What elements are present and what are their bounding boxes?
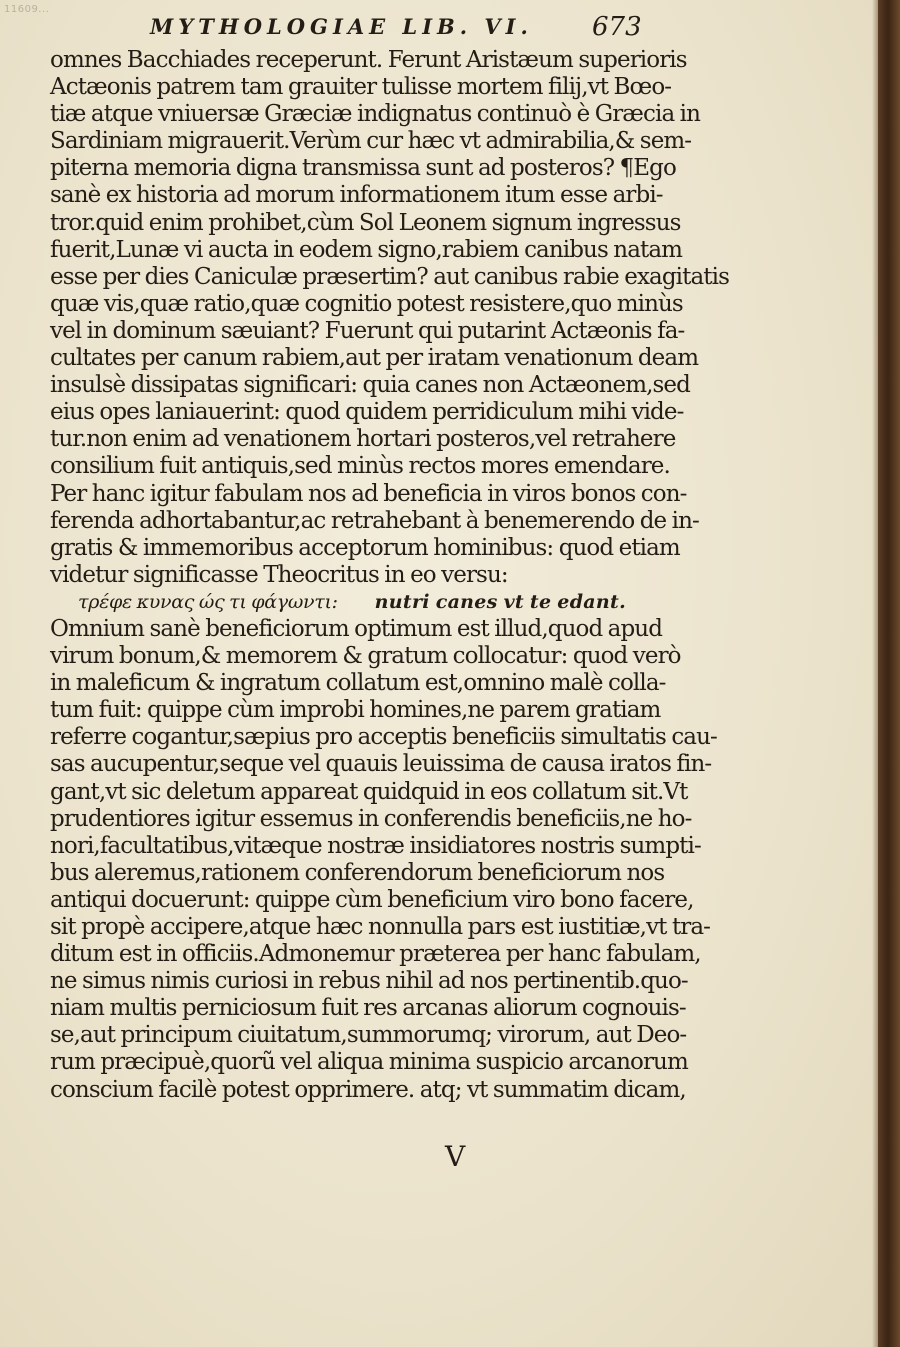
- text-line: gant,vt sic deletum appareat quidquid in eos collatum sit.Vt: [50, 778, 688, 805]
- text-line: gratis & immemoribus acceptorum hominibus: quod etiam: [50, 534, 680, 561]
- text-line: vel in dominum sæuiant? Fuerunt qui putarint Actæonis fa-: [50, 317, 685, 344]
- text-line: nori,facultatibus,vitæque nostræ insidiatores nostris sumpti-: [50, 832, 701, 859]
- library-stamp: 11609...: [4, 4, 50, 15]
- text-line: quæ vis,quæ ratio,quæ cognitio potest resistere,quo minùs: [50, 290, 683, 317]
- text-line: bus aleremus,rationem conferendorum beneficiorum nos: [50, 859, 665, 886]
- text-line: consilium fuit antiquis,sed minùs rectos mores emendare.: [50, 453, 670, 480]
- text-line: insulsè dissipatas significari: quia canes non Actæonem,sed: [50, 372, 690, 399]
- signature-mark: V: [445, 1140, 466, 1173]
- book-binding: [878, 0, 900, 1347]
- text-line: esse per dies Caniculæ præsertim? aut canibus rabie exagitatis: [50, 263, 729, 290]
- text-line: niam multis perniciosum fuit res arcanas aliorum cognouis-: [50, 995, 686, 1022]
- text-line: fuerit,Lunæ vi aucta in eodem signo,rabiem canibus natam: [50, 236, 683, 263]
- text-line: conscium facilè potest opprimere. atq; vt summatim dicam,: [50, 1076, 686, 1103]
- text-line: virum bonum,& memorem & gratum collocatur: quod verò: [50, 643, 681, 670]
- page-number: 673: [592, 12, 642, 42]
- text-line: tror.quid enim prohibet,cùm Sol Leonem signum ingressus: [50, 209, 681, 236]
- text-line: ne simus nimis curiosi in rebus nihil ad nos pertinentib.quo-: [50, 968, 688, 995]
- text-line: cultates per canum rabiem,aut per iratam venationum deam: [50, 345, 699, 372]
- latin-translation: nutri canes vt te edant.: [374, 590, 626, 613]
- text-line: tur.non enim ad venationem hortari posteros,vel retrahere: [50, 426, 676, 453]
- text-line: prudentiores igitur essemus in conferendis beneficiis,ne ho-: [50, 805, 692, 832]
- text-line: videtur significasse Theocritus in eo versu:: [50, 561, 508, 588]
- text-line: omnes Bacchiades receperunt. Ferunt Aristæum superioris: [50, 47, 687, 73]
- text-line: piterna memoria digna transmissa sunt ad posteros? ¶Ego: [50, 155, 676, 182]
- text-line: sanè ex historia ad morum informationem itum esse arbi-: [50, 182, 663, 209]
- text-line: sit propè accipere,atque hæc nonnulla pars est iustitiæ,vt tra-: [50, 914, 711, 940]
- body-text: [50, 47, 729, 1104]
- greek-verse: τρέφε κυνας ώς τι φάγωντι:: [78, 590, 338, 613]
- text-line: Actæonis patrem tam grauiter tulisse mortem filij,vt Bœo-: [50, 74, 672, 101]
- text-line: in maleficum & ingratum collatum est,omnino malè colla-: [50, 670, 666, 697]
- text-line: tiæ atque vniuersæ Græciæ indignatus continuò è Græcia in: [50, 101, 701, 128]
- text-line: eius opes laniauerint: quod quidem perridiculum mihi vide-: [50, 399, 684, 426]
- text-line: Sardiniam migrauerit.Verùm cur hæc vt admirabilia,& sem-: [50, 128, 692, 155]
- running-head: MYTHOLOGIAE LIB. VI.: [150, 14, 533, 39]
- text-line: Omnium sanè beneficiorum optimum est illud,quod apud: [50, 615, 663, 642]
- text-line: se,aut principum ciuitatum,summorumq; virorum, aut Deo-: [50, 1022, 687, 1049]
- text-line: sas aucupentur,seque vel quauis leuissima de causa iratos fin-: [50, 751, 712, 778]
- text-line: ditum est in officiis.Admonemur præterea per hanc fabulam,: [50, 941, 701, 968]
- text-line: rum præcipuè,quorũ vel aliqua minima suspicio arcanorum: [50, 1049, 688, 1076]
- text-line: ferenda adhortabantur,ac retrahebant à benemerendo de in-: [50, 507, 699, 534]
- verse-quotation: [50, 589, 640, 616]
- text-line: referre cogantur,sæpius pro acceptis beneficiis simultatis cau-: [50, 724, 717, 751]
- text-line: Per hanc igitur fabulam nos ad beneficia in viros bonos con-: [50, 480, 687, 507]
- text-line: antiqui docuerunt: quippe cùm beneficium viro bono facere,: [50, 886, 694, 913]
- text-line: tum fuit: quippe cùm improbi homines,ne parem gratiam: [50, 697, 661, 724]
